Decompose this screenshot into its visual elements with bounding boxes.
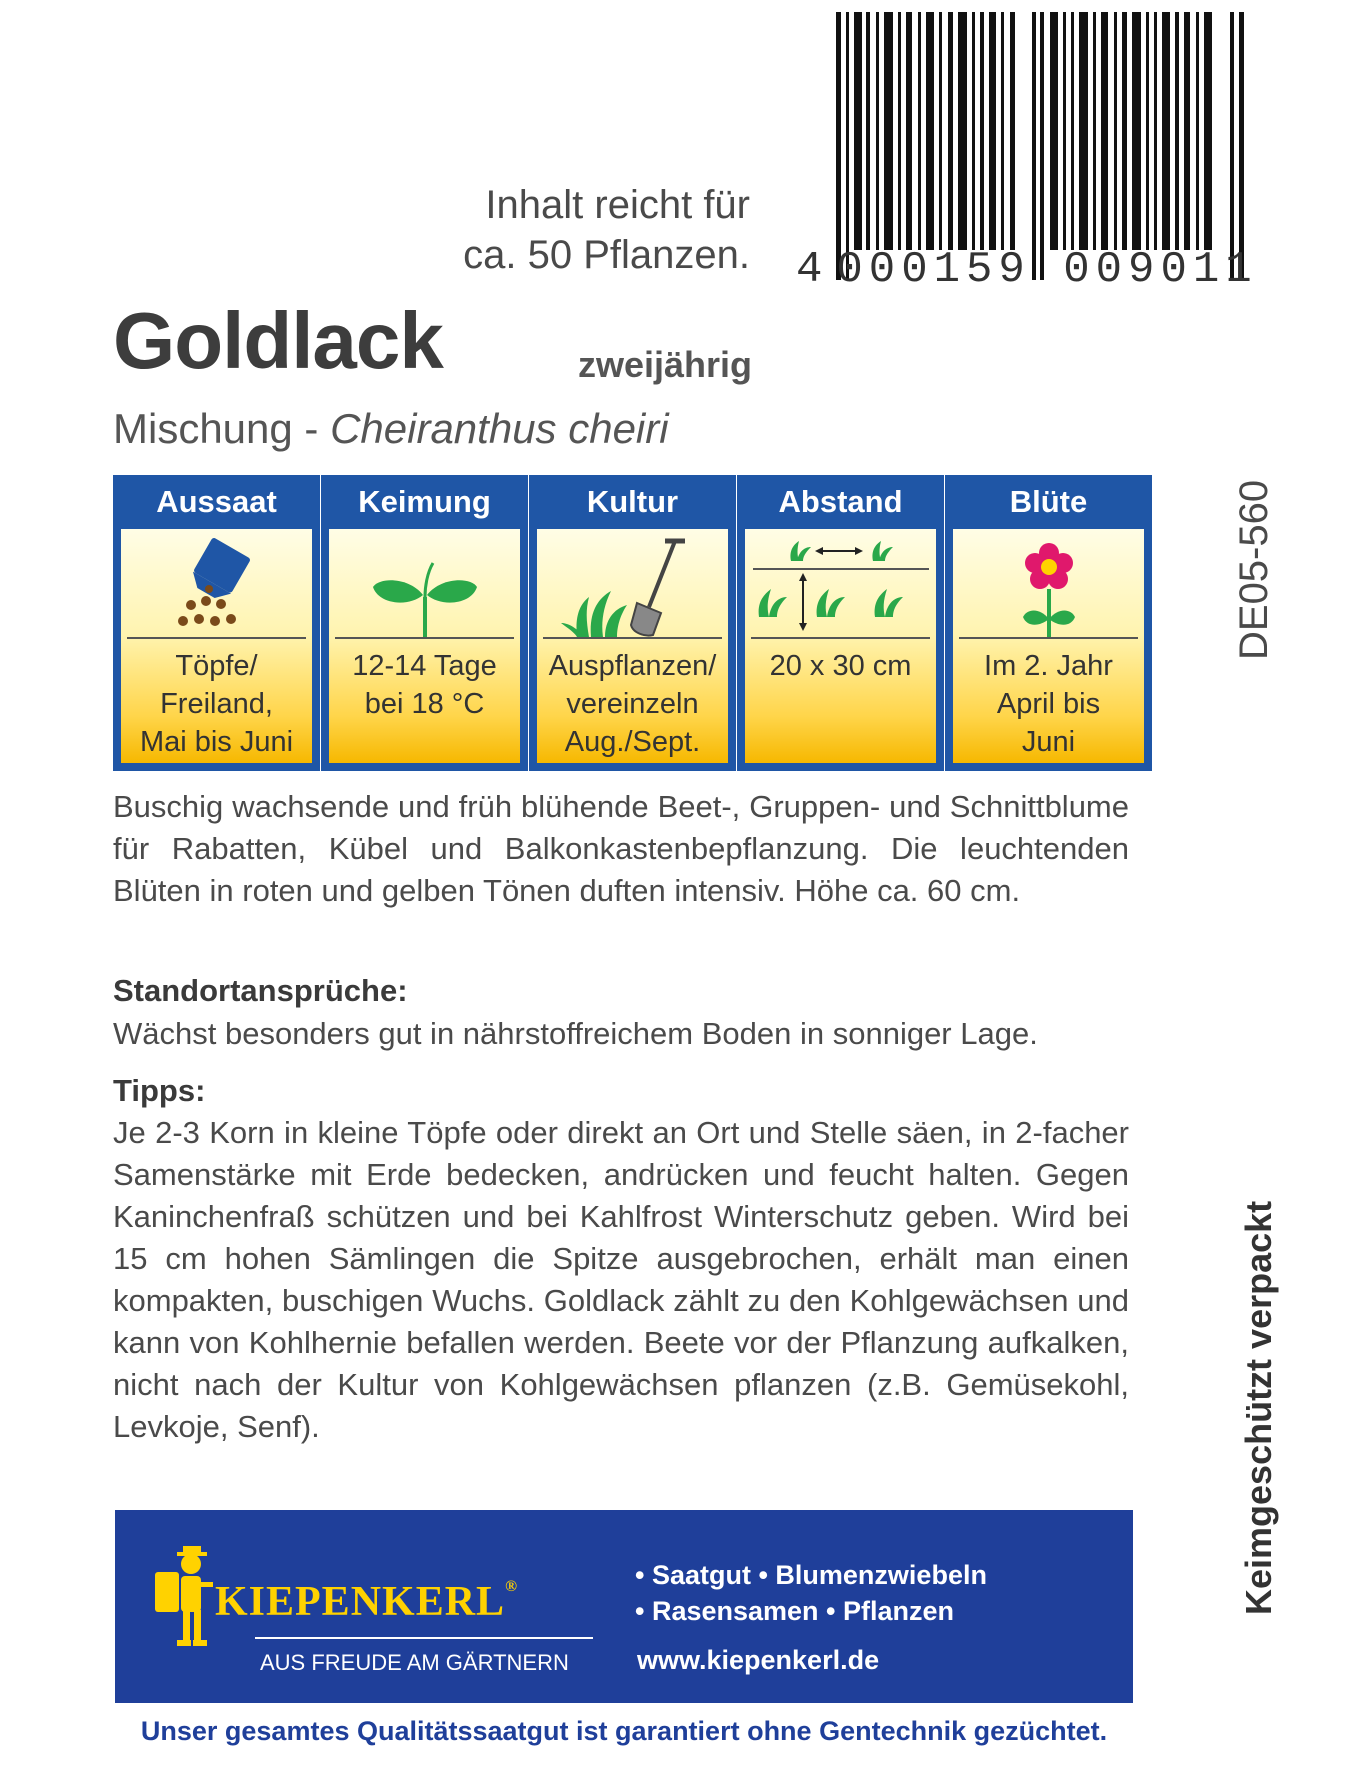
card-text (537, 647, 728, 761)
card-text-line: April bis (996, 688, 1101, 720)
location-text: Wächst besonders gut in nährstoffreichem Boden in sonniger Lage. (113, 1016, 1038, 1051)
barcode-first-digit: 4 (796, 245, 829, 295)
packaging-note: Keimgeschützt verpackt (1238, 1200, 1279, 1615)
card-body (537, 529, 728, 763)
location-heading: Standortansprüche: (113, 973, 408, 1008)
card-label: Abstand (778, 484, 903, 519)
kiepenkerl-mascot-icon (147, 1542, 217, 1652)
contents-info (430, 180, 750, 280)
card-text-line: 12-14 Tage (352, 650, 497, 682)
tips-heading: Tipps: (113, 1073, 206, 1108)
soil-line (335, 637, 514, 639)
gmo-free-note: Unser gesamtes Qualitätssaatgut ist garantiert ohne Gentechnik gezüchtet. (140, 1716, 1108, 1746)
card-text (329, 647, 520, 723)
card-body (329, 529, 520, 763)
card-aussaat (113, 475, 320, 771)
product-subtitle (113, 405, 669, 453)
tips-text: Je 2-3 Korn in kleine Töpfe oder direkt an Ort und Stelle säen, in 2-facher Samenstärke mit Erde bedecken, andrücken und feucht halten. Gegen Kaninchenfraß schützen und bei Kahlfrost Winterschutz geben. Wird bei 15 cm hohen Sämlingen die Spitze ausgebrochen, erhält man einen kompakten, buschigen Wuchs. Goldlack zählt zu den Kohlgewächsen und kann von Kohlhernie befallen werden. Beete vor der Pflanzung aufkalken, nicht nach der Kultur von Kohlgewächsen pflanzen (z.B. Gemüsekohl, Levkoje, Senf). (113, 1115, 1129, 1444)
soil-line (751, 637, 930, 639)
brand-footer (115, 1510, 1133, 1703)
card-text-line: Im 2. Jahr (984, 650, 1113, 682)
category-line-1: • Saatgut • Blumenzwiebeln (635, 1560, 987, 1590)
card-text-line: bei 18 °C (364, 688, 485, 720)
card-label: Blüte (1009, 484, 1088, 519)
contents-line-1: Inhalt reicht für (485, 183, 750, 227)
card-text (121, 647, 312, 761)
card-kultur (529, 475, 736, 771)
card-text-line: Auspflanzen/ (548, 650, 717, 682)
category-line-2: • Rasensamen • Pflanzen (635, 1596, 955, 1626)
card-text-line: vereinzeln (566, 688, 699, 720)
card-label: Kultur (586, 484, 679, 519)
logo-divider (255, 1637, 593, 1639)
card-label: Aussaat (156, 484, 277, 519)
barcode-number (796, 245, 1256, 295)
soil-line (127, 637, 306, 639)
soil-line (959, 637, 1138, 639)
product-variety: Mischung - (113, 405, 319, 452)
spacing-icon (745, 537, 936, 637)
product-categories (635, 1557, 987, 1629)
card-body (121, 529, 312, 763)
product-life-cycle: zweijährig (578, 344, 753, 385)
contents-line-2: ca. 50 Pflanzen. (463, 233, 750, 277)
brand-name (215, 1578, 518, 1626)
product-description: Buschig wachsende und früh blühende Beet-, Gruppen- und Schnittblume für Rabatten, Kübel und Balkonkastenbepflanzung. Die leuchtenden Blüten in roten und gelben Tönen duften intensiv. Höhe ca. 60 cm. (113, 789, 1129, 908)
card-label: Keimung (358, 484, 491, 519)
info-cards (113, 475, 1143, 775)
website-link[interactable]: www.kiepenkerl.de (637, 1645, 880, 1675)
card-body (953, 529, 1144, 763)
brand-tagline: AUS FREUDE AM GÄRTNERN (260, 1650, 569, 1675)
card-text (745, 647, 936, 685)
card-text-line: Mai bis Juni (139, 726, 294, 758)
brand-name-text: KIEPENKERL (215, 1579, 506, 1625)
card-text-line: Juni (1021, 726, 1076, 758)
product-latin-name: Cheiranthus cheiri (330, 405, 669, 452)
card-text-line: Freiland, (160, 688, 273, 720)
card-abstand (737, 475, 944, 771)
soil-line (543, 637, 722, 639)
card-text (953, 647, 1144, 761)
barcode-digits: 000159 009011 (836, 245, 1258, 295)
card-body (745, 529, 936, 763)
card-bluete (945, 475, 1152, 771)
registered-mark: ® (505, 1578, 519, 1595)
card-keimung (321, 475, 528, 771)
card-text-line: Töpfe/ (175, 650, 258, 682)
card-text-line: 20 x 30 cm (769, 650, 912, 682)
barcode (836, 12, 1248, 280)
flower-icon (953, 537, 1144, 637)
seed-packet-icon (121, 537, 312, 637)
card-text-line: Aug./Sept. (564, 726, 701, 758)
spade-plant-icon (537, 537, 728, 637)
seedling-icon (329, 537, 520, 637)
article-code: DE05-560 (1232, 479, 1276, 660)
product-title: Goldlack (113, 296, 443, 385)
